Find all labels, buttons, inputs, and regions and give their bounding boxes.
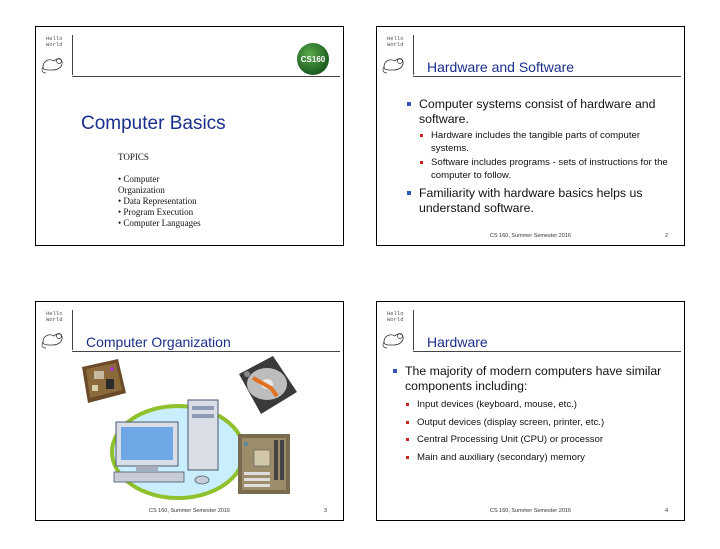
header-vertical-rule — [72, 310, 73, 350]
bullet-marker-icon — [406, 403, 409, 406]
topic-item: • Computer — [118, 174, 160, 184]
sub-bullet-list — [419, 130, 679, 182]
topic-item: • Program Execution — [118, 207, 194, 217]
slide-2 — [376, 26, 685, 246]
hello-world-text: Hello World — [46, 35, 63, 48]
bullet-list — [393, 364, 678, 469]
bullet-marker-icon — [407, 102, 411, 106]
page-number: 4 — [664, 508, 668, 514]
header-vertical-rule — [413, 310, 414, 350]
header-vertical-rule — [72, 35, 73, 75]
cs160-badge: CS160 — [297, 43, 329, 75]
sub-bullet-item: Main and auxiliary (secondary) memory — [405, 452, 678, 465]
header-vertical-rule — [413, 35, 414, 75]
slide-3 — [35, 301, 344, 521]
slide-1 — [35, 26, 344, 246]
sub-bullet-item: Software includes programs - sets of instructions for the computer to follow. — [419, 157, 679, 182]
hello-world-text: Hello World — [387, 310, 404, 323]
bullet-marker-icon — [407, 191, 411, 195]
mouse-logo-icon — [381, 53, 407, 75]
bullet-item: Computer systems consist of hardware and software. Hardware includes the tangible parts of computer systems. Software includes programs - sets of instructions for the computer to follow. — [407, 97, 679, 182]
slide-title: Hardware — [427, 334, 488, 350]
footer-text: CS 160, Summer Semester 2016 — [489, 508, 571, 514]
bullet-marker-icon — [393, 369, 397, 373]
hello-world-text: Hello World — [46, 310, 63, 323]
sub-bullet-item: Hardware includes the tangible parts of computer systems. — [419, 130, 679, 155]
motherboard-icon — [236, 432, 292, 496]
topics-heading: TOPICS — [118, 152, 149, 162]
header-horizontal-rule — [72, 76, 340, 77]
mouse-logo-icon — [40, 53, 66, 75]
slide-title: Computer Basics — [81, 113, 226, 134]
sub-bullet-item: Central Processing Unit (CPU) or processor — [405, 434, 678, 447]
bullet-marker-icon — [420, 161, 423, 164]
sub-bullet-item: Input devices (keyboard, mouse, etc.) — [405, 399, 678, 412]
computer-clipart-icon — [106, 392, 256, 502]
topic-item: • Computer Languages — [118, 218, 201, 228]
sub-bullet-list — [405, 399, 678, 464]
mouse-logo-icon — [40, 328, 66, 350]
header-horizontal-rule — [413, 76, 681, 77]
bullet-marker-icon — [406, 456, 409, 459]
page-number: 3 — [323, 508, 327, 514]
topic-item: Organization — [118, 185, 165, 195]
header-horizontal-rule — [413, 351, 681, 352]
topic-item: • Data Representation — [118, 196, 197, 206]
footer-text: CS 160, Summer Semester 2016 — [489, 233, 571, 239]
bullet-item: Familiarity with hardware basics helps us understand software. — [407, 186, 679, 216]
footer-text: CS 160, Summer Semester 2016 — [148, 508, 230, 514]
bullet-list — [407, 97, 679, 220]
slide-title: Computer Organization — [86, 334, 231, 350]
bullet-item: The majority of modern computers have similar components including: Input devices (keyboard, mouse, etc.) Output devices (display screen, printer, etc.) Central Processing Unit (CPU) or processor Main and auxiliary (secondary) memory — [393, 364, 678, 464]
mouse-logo-icon — [381, 328, 407, 350]
slide-title: Hardware and Software — [427, 59, 575, 75]
bullet-marker-icon — [420, 134, 423, 137]
bullet-marker-icon — [406, 438, 409, 441]
slide-4 — [376, 301, 685, 521]
topics-list — [118, 152, 201, 229]
page-number: 2 — [664, 233, 668, 239]
hello-world-text: Hello World — [387, 35, 404, 48]
sub-bullet-item: Output devices (display screen, printer, etc.) — [405, 417, 678, 430]
bullet-marker-icon — [406, 421, 409, 424]
